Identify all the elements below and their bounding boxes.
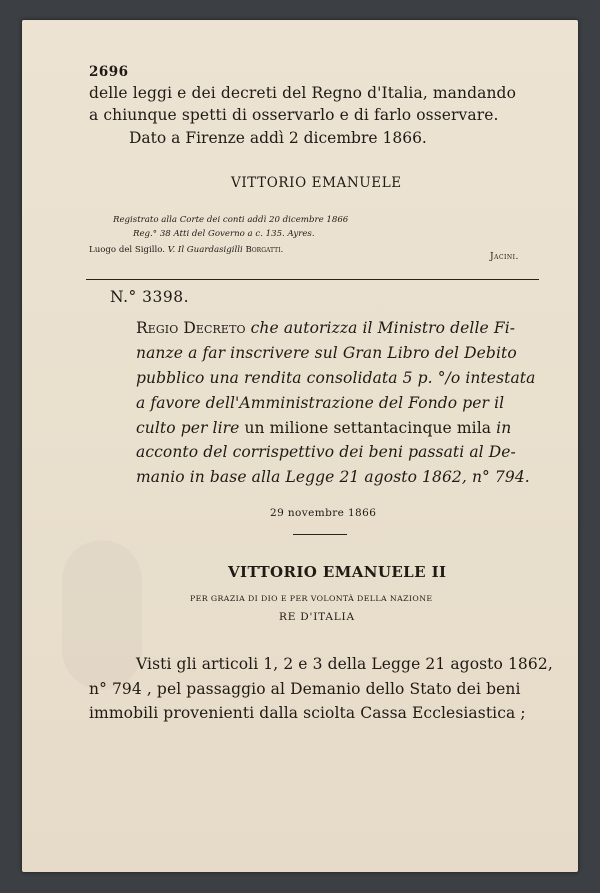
decree-line-1 xyxy=(136,319,515,337)
decree-line-2: nanze a far inscrivere sul Gran Libro del Debito xyxy=(136,344,517,362)
seal-label: Luogo del Sigillo. xyxy=(89,245,166,255)
visti-line-2: n° 794 , pel passaggio al Demanio dello Stato dei beni xyxy=(89,680,521,698)
decree-line-5a: culto per lire xyxy=(136,419,240,437)
guardasigilli-label: V. Il Guardasigilli xyxy=(167,245,243,255)
intro-line-2: a chiunque spetti di osservarlo e di farlo osservare. xyxy=(89,106,499,124)
section-divider xyxy=(86,279,539,280)
decree-number: N.° 3398. xyxy=(110,288,190,306)
decree-line-4: a favore dell'Amministrazione del Fondo per il xyxy=(136,394,505,412)
guardasigilli-name: Borgatti. xyxy=(245,245,284,255)
decree-date: 29 novembre 1866 xyxy=(270,507,377,519)
decree-line-7: manio in base alla Legge 21 agosto 1862, n° 794. xyxy=(136,468,530,486)
registration-line-1: Registrato alla Corte dei conti addì 20 dicembre 1866 xyxy=(113,215,349,225)
visti-line-1: Visti gli articoli 1, 2 e 3 della Legge 21 agosto 1862, xyxy=(136,655,553,673)
registration-line-2: Reg.° 38 Atti del Governo a c. 135. Ayres. xyxy=(133,229,315,239)
king-heading: VITTORIO EMANUELE II xyxy=(228,563,447,581)
intro-line-1: delle leggi e dei decreti del Regno d'Italia, mandando xyxy=(89,84,517,102)
decree-line-5c: in xyxy=(496,419,512,437)
realm-title: RE D'ITALIA xyxy=(279,611,355,623)
page-number: 2696 xyxy=(89,64,129,80)
decree-line-1-text: che autorizza il Ministro delle Fi- xyxy=(250,319,516,337)
countersign: Jacini. xyxy=(490,252,519,262)
decree-line-5 xyxy=(136,419,511,437)
decree-amount: un milione settantacinque mila xyxy=(244,419,492,437)
visti-line-3: immobili provenienti dalla sciolta Cassa Ecclesiastica ; xyxy=(89,704,526,722)
decree-title-prefix: Regio Decreto xyxy=(136,319,246,337)
seal-line xyxy=(89,245,283,255)
decree-line-6: acconto del corrispettivo dei beni passati al De- xyxy=(136,443,516,461)
paper-stain xyxy=(62,540,142,690)
decree-line-3: pubblico una rendita consolidata 5 p. °/o intestata xyxy=(136,369,536,387)
dated-line: Dato a Firenze addì 2 dicembre 1866. xyxy=(129,129,427,147)
grace-formula: PER GRAZIA DI DIO E PER VOLONTÀ DELLA NAZIONE xyxy=(190,594,433,603)
short-divider xyxy=(293,534,347,535)
royal-signature: VITTORIO EMANUELE xyxy=(231,175,402,191)
